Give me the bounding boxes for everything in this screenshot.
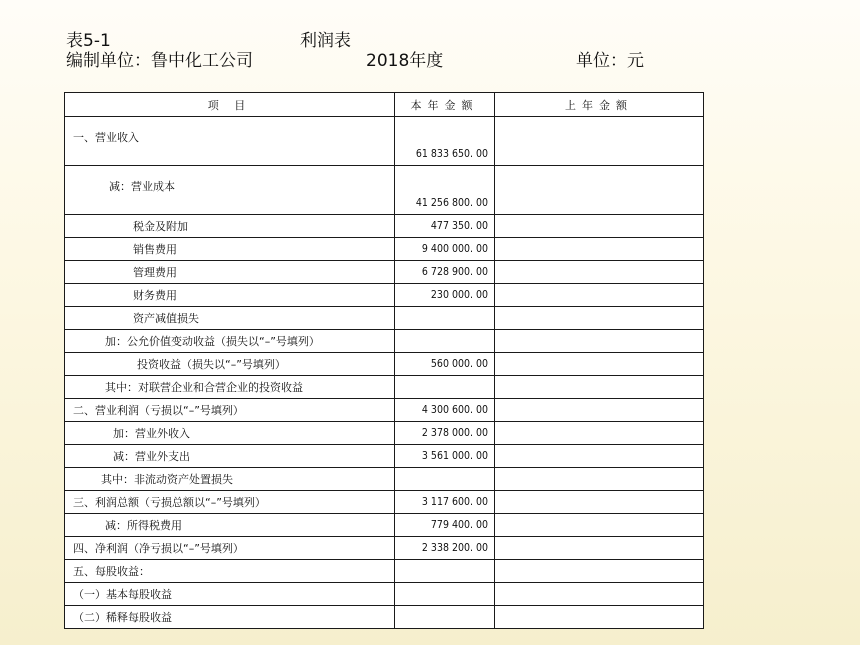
row-previous-amount [495,215,704,238]
table-row [65,583,704,606]
statement-title: 利润表 [300,31,351,51]
row-current-amount: 779 400. 00 [395,514,495,537]
column-header-item: 项 目 [65,93,395,117]
row-item-label: （二）稀释每股收益 [65,606,395,629]
table-header-row [65,93,704,117]
currency-unit: 单位：元 [576,51,644,71]
row-item-label: 加：公允价值变动收益（损失以“–”号填列） [65,330,395,353]
row-previous-amount [495,583,704,606]
row-item-label: 减：所得税费用 [65,514,395,537]
row-current-amount: 2 338 200. 00 [395,537,495,560]
row-previous-amount [495,330,704,353]
table-row [65,376,704,399]
row-current-amount [395,330,495,353]
row-item-label: 五、每股收益： [65,560,395,583]
table-row [65,330,704,353]
table-row [65,307,704,330]
table-row [65,117,704,166]
row-previous-amount [495,307,704,330]
row-previous-amount [495,537,704,560]
row-item-label: 三、利润总额（亏损总额以“–”号填列） [65,491,395,514]
table-row [65,445,704,468]
table-row [65,606,704,629]
row-item-label: 资产减值损失 [65,307,395,330]
table-number: 表5-1 [66,31,111,51]
table-row [65,238,704,261]
row-item-label: 投资收益（损失以“–”号填列） [65,353,395,376]
table-row [65,284,704,307]
row-previous-amount [495,445,704,468]
row-current-amount [395,468,495,491]
table-row [65,166,704,215]
table-row [65,514,704,537]
row-item-label: 减：营业外支出 [65,445,395,468]
table-row [65,468,704,491]
table-row [65,537,704,560]
row-current-amount: 4 300 600. 00 [395,399,495,422]
row-previous-amount [495,284,704,307]
row-current-amount [395,606,495,629]
row-item-label: 其中：非流动资产处置损失 [65,468,395,491]
row-previous-amount [495,376,704,399]
row-current-amount: 41 256 800. 00 [395,166,495,215]
row-item-label: 财务费用 [65,284,395,307]
row-previous-amount [495,422,704,445]
row-previous-amount [495,606,704,629]
table-row [65,353,704,376]
row-item-label: 管理费用 [65,261,395,284]
row-item-label: （一）基本每股收益 [65,583,395,606]
row-current-amount [395,307,495,330]
row-current-amount [395,560,495,583]
row-current-amount: 2 378 000. 00 [395,422,495,445]
row-current-amount: 6 728 900. 00 [395,261,495,284]
row-previous-amount [495,117,704,166]
row-previous-amount [495,560,704,583]
column-header-current-year: 本年金额 [395,93,495,117]
table-row [65,491,704,514]
row-previous-amount [495,261,704,284]
row-current-amount: 61 833 650. 00 [395,117,495,166]
row-previous-amount [495,399,704,422]
row-current-amount: 477 350. 00 [395,215,495,238]
row-item-label: 二、营业利润（亏损以“–”号填列） [65,399,395,422]
row-previous-amount [495,514,704,537]
row-previous-amount [495,238,704,261]
row-previous-amount [495,353,704,376]
column-header-previous-year: 上年金额 [495,93,704,117]
row-current-amount: 3 117 600. 00 [395,491,495,514]
row-item-label: 一、营业收入 [65,117,395,166]
row-current-amount: 3 561 000. 00 [395,445,495,468]
row-item-label: 税金及附加 [65,215,395,238]
row-previous-amount [495,491,704,514]
income-statement-table [64,92,704,629]
table-row [65,422,704,445]
table-row [65,215,704,238]
row-item-label: 销售费用 [65,238,395,261]
row-item-label: 减：营业成本 [65,166,395,215]
row-previous-amount [495,166,704,215]
table-row [65,261,704,284]
table-row [65,560,704,583]
row-item-label: 其中：对联营企业和合营企业的投资收益 [65,376,395,399]
row-previous-amount [495,468,704,491]
row-current-amount: 560 000. 00 [395,353,495,376]
row-item-label: 四、净利润（净亏损以“–”号填列） [65,537,395,560]
preparing-entity: 编制单位：鲁中化工公司 [66,51,253,71]
row-item-label: 加：营业外收入 [65,422,395,445]
row-current-amount: 230 000. 00 [395,284,495,307]
row-current-amount: 9 400 000. 00 [395,238,495,261]
fiscal-year: 2018年度 [366,51,444,71]
row-current-amount [395,583,495,606]
row-current-amount [395,376,495,399]
table-row [65,399,704,422]
